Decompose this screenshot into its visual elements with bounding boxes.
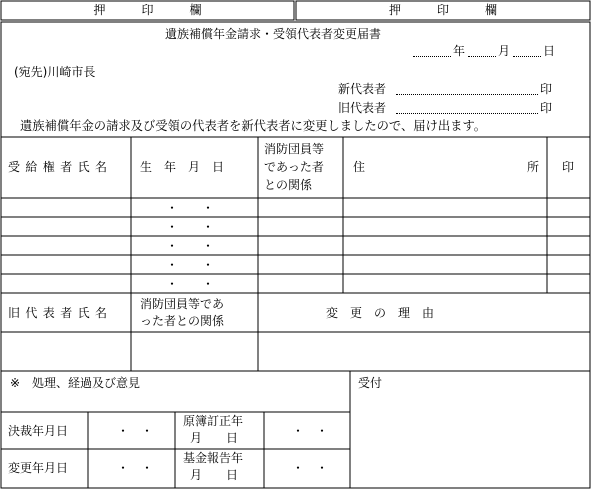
ledger-correction-label-1: 原簿訂正年 (183, 414, 244, 428)
dob-dots-row4: ・ ・ (166, 258, 215, 272)
header-relation-1: 消防団員等 (264, 142, 325, 156)
ledger-correction-label-2: 月 日 (190, 431, 239, 445)
addressee: (宛先)川崎市長 (14, 65, 96, 79)
header-address-1: 住 (353, 160, 366, 174)
seal-field-right: 押 印 欄 (388, 3, 497, 17)
old-rep-relation-1: 消防団員等であ (140, 297, 225, 311)
old-rep-name-label: 旧代表者氏名 (8, 306, 113, 320)
new-rep-seal: 印 (540, 82, 553, 96)
processing-note: ※ 処理、経過及び意見 (10, 376, 141, 390)
receipt-label: 受付 (358, 376, 383, 390)
day-label: 日 (543, 44, 556, 58)
new-rep-label: 新代表者 (338, 82, 387, 96)
change-date-dots: ・ ・ (117, 461, 154, 475)
form-title: 遺族補償年金請求・受領代表者変更届書 (165, 27, 382, 41)
fund-report-label-1: 基金報告年 (183, 451, 244, 465)
header-recipient-name: 受給権者氏名 (8, 160, 113, 174)
dob-dots-row3: ・ ・ (166, 239, 215, 253)
old-rep-seal: 印 (540, 101, 553, 115)
change-reason-label: 変 更 の 理 由 (326, 306, 435, 320)
day-blank (513, 56, 541, 57)
header-relation-3: との関係 (264, 178, 313, 192)
ledger-correction-dots: ・ ・ (292, 424, 329, 438)
month-blank (468, 56, 496, 57)
change-date-label: 変更年月日 (8, 461, 69, 475)
old-rep-label: 旧代表者 (338, 101, 387, 115)
header-address-2: 所 (527, 160, 540, 174)
old-rep-blank (396, 113, 538, 114)
month-label: 月 (498, 44, 511, 58)
new-rep-blank (396, 94, 538, 95)
dob-dots-row1: ・ ・ (166, 201, 215, 215)
year-blank (413, 56, 451, 57)
decision-date-dots: ・ ・ (117, 424, 154, 438)
seal-field-left: 押 印 欄 (93, 3, 202, 17)
dob-dots-row5: ・ ・ (166, 277, 215, 291)
header-date-of-birth: 生 年 月 日 (140, 160, 225, 174)
statement: 遺族補償年金の請求及び受領の代表者を新代表者に変更しましたので、届け出ます。 (20, 119, 487, 133)
header-seal: 印 (562, 160, 575, 174)
fund-report-dots: ・ ・ (292, 461, 329, 475)
dob-dots-row2: ・ ・ (166, 220, 215, 234)
year-label: 年 (453, 44, 466, 58)
old-rep-relation-2: った者との関係 (140, 314, 225, 328)
header-relation-2: であった者 (264, 160, 324, 174)
fund-report-label-2: 月 日 (190, 468, 239, 482)
decision-date-label: 決裁年月日 (8, 424, 69, 438)
